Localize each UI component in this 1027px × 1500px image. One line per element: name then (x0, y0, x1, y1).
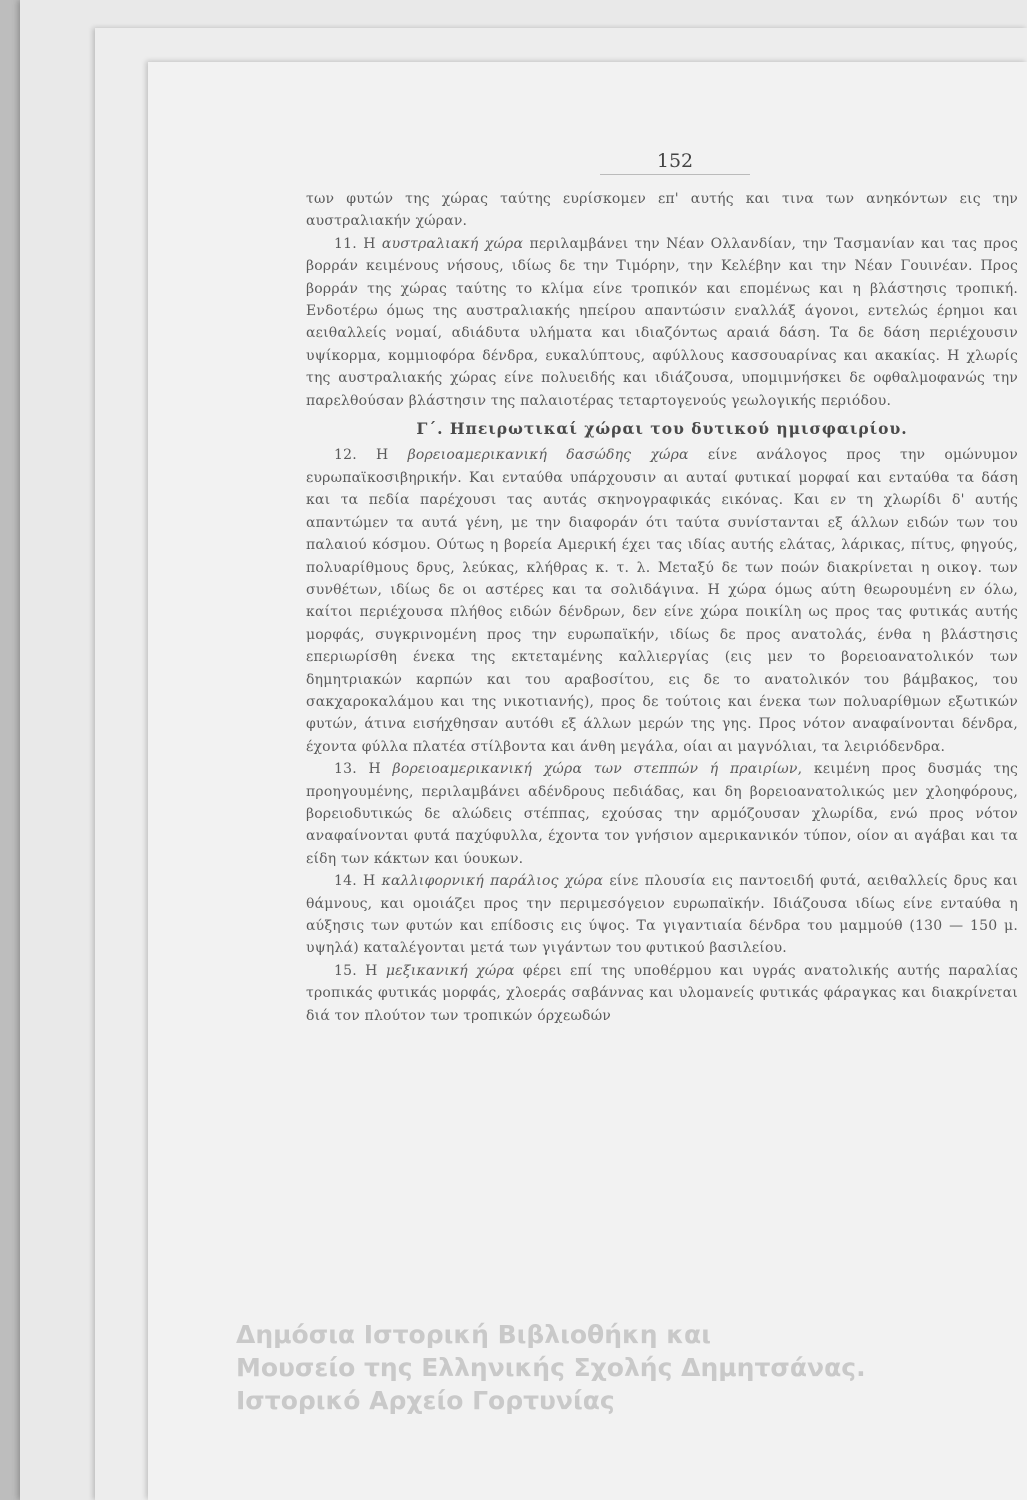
paragraph-number: 12. (334, 447, 357, 464)
paragraph-term: καλλιφορνική παράλιος χώρα (381, 873, 604, 890)
paragraph-term: βορειοαμερικανική χώρα των στεππών ή πραιρίων (392, 761, 798, 778)
page-body (306, 188, 1018, 1027)
watermark-line: Ιστορικό Αρχείο Γορτυνίας (236, 1386, 615, 1415)
paragraph-text: περιλαμβάνει την Νέαν Ολλανδίαν, την Τασμανίαν και τας προς βορράν κειμένους νήσους, ιδίως δε την Τιμόρην, την Κελέβην και την Νέαν Γουινέαν. Προς βορράν της χώρας ταύτης το κλίμα είνε τροπικόν και επομένως και η βλάστησις τροπική. Ενδοτέρω όμως της αυστραλιακής ηπείρου απαντώσιν εναλλάξ άγονοι, εντελώς έρημοι και αειθαλλείς νομαί, αδιάδυτα υλήματα και ιδιαζόντως αραιά δάση. Τα δε δάση περιέχουσιν υψίκορμα, κομμιοφόρα δένδρα, ευκαλύπτους, αφύλλους κασσουαρίνας και ακακίας. Η χλωρίς της αυστραλιακής χώρας είνε πολυειδής και ιδιάζουσα, υπομιμνήσκει δε οφθαλμοφανώς την παρελθούσαν βλάστησιν της παλαιοτέρας τεταρτογενούς γεωλογικής περιόδου. (306, 235, 1019, 409)
paragraph-article: Η (376, 447, 389, 464)
paragraph-text: , κειμένη προς δυσμάς της προηγουμένης, περιλαμβάνει αδένδρους πεδιάδας, και δη βορειοανατολικώς μεν χλοηφόρους, βορειοδυτικώς δε αλώδεις στέππας, εχούσας την αρμόζουσαν χλωρίδα, ενώ προς νότον αναφαίνονται φυτά παχύφυλλα, έχοντα τον γνήσιον αμερικανικόν τύπον, οίον αι αγάβαι και τα είδη των κάκτων και ύουκων. (306, 761, 1019, 867)
paragraph-article: Η (368, 761, 381, 778)
paragraph-number: 14. (334, 873, 357, 890)
paragraph-continuation (306, 188, 1018, 233)
paragraph-article: Η (363, 235, 376, 252)
paragraph-text: φέρει επί της υποθέρμου και υγράς ανατολικής αυτής παραλίας τροπικάς φυτικάς μορφάς, χλοεράς σαβάννας και υλομανείς φυτικάς φάραγκας και διακρίνεται διά τον πλούτον των τροπικών όρχεωδών (306, 962, 1018, 1024)
paragraph-article: Η (365, 962, 378, 979)
paragraph-11 (306, 233, 1018, 412)
paragraph-15 (306, 960, 1018, 1027)
paragraph-text: των φυτών της χώρας ταύτης ευρίσκομεν επ' αυτής και τινα των ανηκόντων εις την αυστραλιακήν χώραν. (306, 191, 1018, 230)
paragraph-term: αυστραλιακή χώρα (381, 235, 524, 252)
paragraph-text: είνε πλουσία εις παντοειδή φυτά, αειθαλλείς δρυς και θάμνους, και ομοιάζει προς την περιμεσόγειον ευρωπαϊκήν. Ιδιάζουσα ιδίως είνε ενταύθα η αύξησις των φυτών και επίδοσις εις ύψος. Τα γιγαντιαία δένδρα του μαμμούθ (130 — 150 μ. υψηλά) καταλέγονται μετά των γιγάντων του φυτικού βασιλείου. (306, 873, 1018, 957)
paragraph-14 (306, 870, 1018, 960)
paragraph-term: μεξικανική χώρα (385, 962, 515, 979)
library-watermark (236, 1318, 1026, 1417)
paragraph-13 (306, 758, 1018, 870)
page-number: 152 (600, 150, 750, 175)
paragraph-text: είνε ανάλογος προς την ομώνυμον ευρωπαϊκοσιβηρικήν. Και ενταύθα υπάρχουσιν αι αυταί φυτικαί μορφαί και ενταύθα τα δάση και τα πεδία παρέχουσι τας αυτάς σκηνογραφικάς εικόνας. Και εν τη χλωρίδι δ' αυτής απαντώμεν τα αυτά γένη, με την διαφοράν ότι ταύτα συνίστανται εξ άλλων ειδών των του παλαιού κόσμου. Ούτως η βορεία Αμερική έχει τας ιδίας αυτής ελάτας, λάρικας, πίτυς, φηγούς, πολυαρίθμους δρυς, λεύκας, κλήθρας κ. τ. λ. Μεταξύ δε των ποών διακρίνεται η οικογ. των συνθέτων, ιδίως δε οι αστέρες και τα σολιδάγινα. Η χώρα όμως αύτη θεωρουμένη εν όλω, καίτοι περιέχουσα πλήθος ειδών δένδρων, δεν είνε χώρα ποικίλη ως προς τας φυτικάς αυτής μορφάς, συγκρινομένη προς την ευρωπαϊκήν, ιδίως δε προς ανατολάς, ένθα η βλάστησις επεριωρίσθη ένεκα της εκτεταμένης καλλιεργίας (εις μεν το βορειοανατολικόν των δημητριακών καρπών και του αραβοσίτου, εις δε το ανατολικόν του βάμβακος, του σακχαροκαλάμου και της νικοτιανής), προς δε τούτοις και ένεκα των πολυαρίθμων εξωτικών φυτών, άτινα εισήχθησαν αυτόθι εξ άλλων μερών της γης. Προς νότον αναφαίνονται δένδρα, έχοντα φύλλα πλατέα στίλβοντα και άνθη μεγάλα, οίαι αι μαγνόλιαι, τα λειριόδενδρα. (306, 447, 1019, 755)
watermark-line: Δημόσια Ιστορική Βιβλιοθήκη και (236, 1320, 711, 1349)
paragraph-number: 11. (334, 235, 357, 252)
paragraph-number: 15. (334, 962, 357, 979)
section-heading: Γ΄. Ηπειρωτικαί χώραι του δυτικού ημισφαιρίου. (416, 419, 908, 439)
paragraph-number: 13. (334, 761, 357, 778)
paragraph-term: βορειοαμερικανική δασώδης χώρα (407, 447, 689, 464)
watermark-line: Μουσείο της Ελληνικής Σχολής Δημητσάνας. (236, 1353, 866, 1382)
paragraph-article: Η (363, 873, 376, 890)
paragraph-12 (306, 444, 1018, 758)
